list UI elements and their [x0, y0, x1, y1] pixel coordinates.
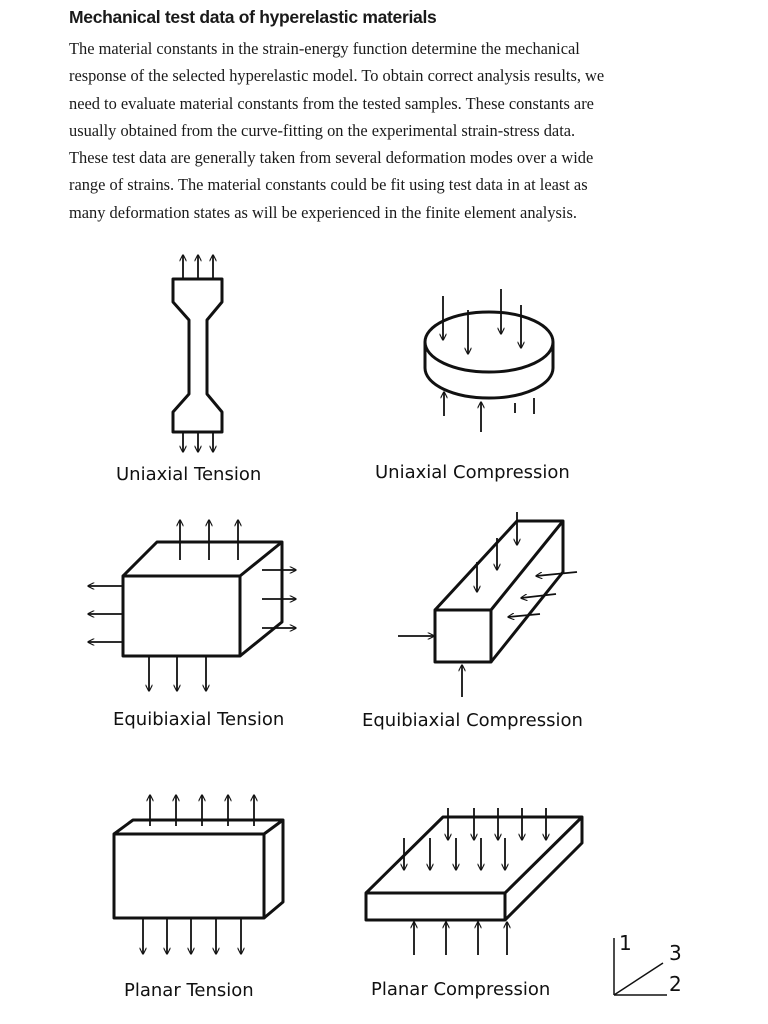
- uniaxial-compression-diagram: [425, 289, 553, 432]
- axis-label-3: 3: [669, 941, 682, 965]
- label-equibiaxial-compression: Equibiaxial Compression: [362, 710, 583, 731]
- axis-label-2: 2: [669, 972, 682, 996]
- paragraph-line: The material constants in the strain-energy function determine the mechanical: [69, 39, 580, 58]
- label-planar-compression: Planar Compression: [371, 979, 551, 1000]
- paragraph-line: response of the selected hyperelastic model. To obtain correct analysis results, we: [69, 66, 605, 86]
- label-planar-tension: Planar Tension: [124, 980, 254, 1001]
- uniaxial-tension-diagram: [173, 255, 222, 452]
- planar-compression-diagram: [366, 808, 582, 955]
- equibiaxial-compression-diagram: [398, 512, 577, 697]
- paragraph-line: These test data are generally taken from several deformation modes over a wide: [69, 148, 594, 168]
- axis-label-1: 1: [619, 931, 632, 955]
- label-equibiaxial-tension: Equibiaxial Tension: [113, 709, 285, 730]
- paragraph-line: many deformation states as will be experienced in the finite element analysis.: [69, 202, 577, 222]
- label-uniaxial-tension: Uniaxial Tension: [116, 464, 262, 485]
- equibiaxial-tension-diagram: [88, 520, 296, 691]
- label-uniaxial-compression: Uniaxial Compression: [375, 462, 570, 483]
- paragraph-line: range of strains. The material constants could be fit using test data in at least as: [69, 175, 588, 195]
- planar-tension-diagram: [114, 795, 283, 954]
- paragraph-line: need to evaluate material constants from the tested samples. These constants are: [69, 93, 594, 113]
- paragraph-line: usually obtained from the curve-fitting on the experimental strain-stress data.: [69, 120, 576, 140]
- section-title: Mechanical test data of hyperelastic materials: [69, 7, 437, 27]
